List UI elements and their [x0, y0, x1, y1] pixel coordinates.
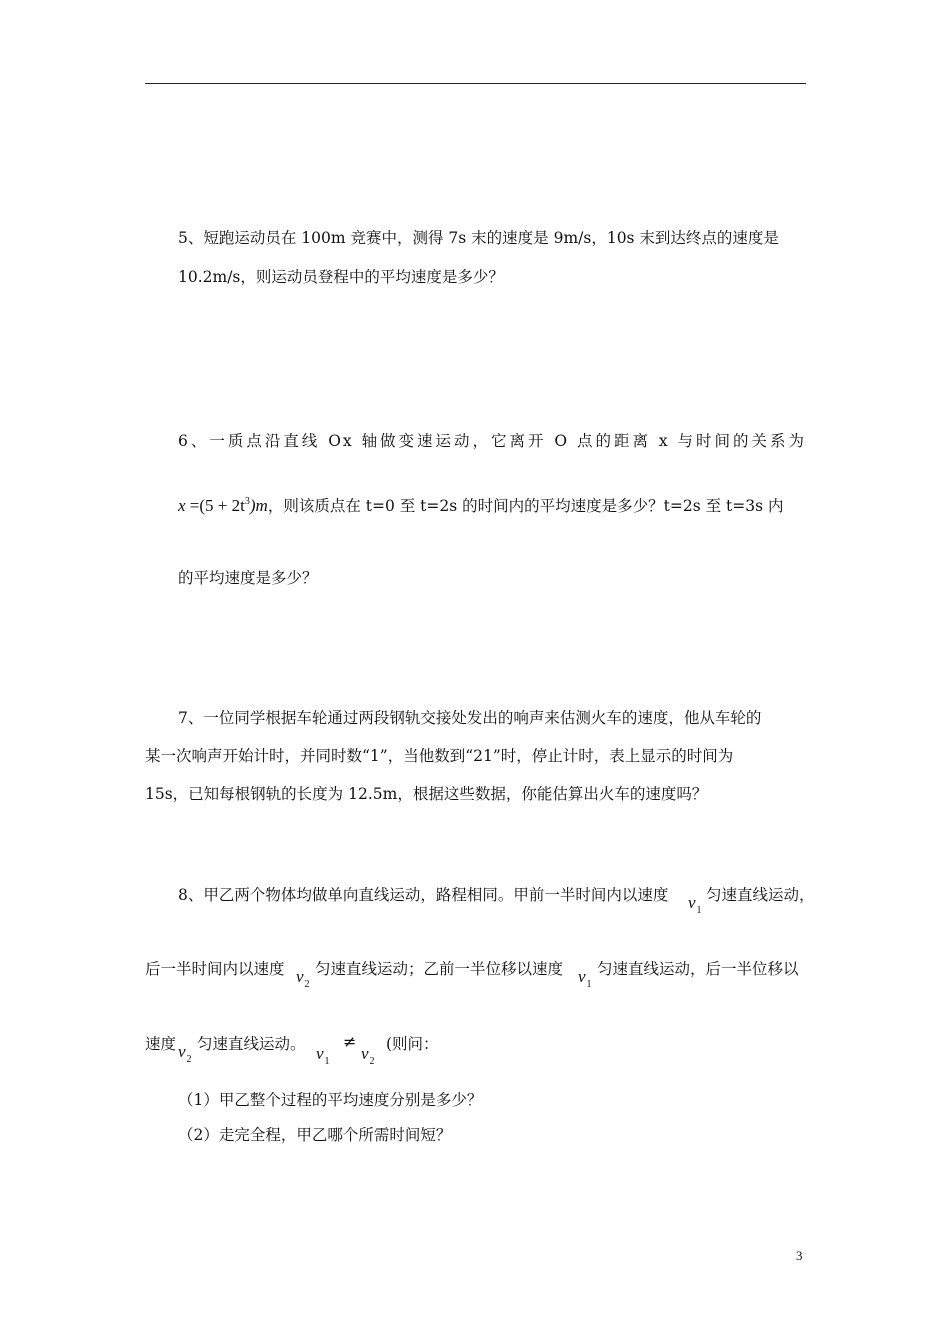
page-number: 3 — [796, 1248, 803, 1263]
q6-formula: $x =(5 + 2t^3)m$ — [178, 496, 268, 515]
q8-v2-b: $v_2$ — [178, 1042, 192, 1065]
q5-line-2: 10.2m/s，则运动员登程中的平均速度是多少？ — [178, 268, 504, 286]
q7-line-3: 15s，已知每根钢轨的长度为 12.5m，根据这些数据，你能估算出火车的速度吗？ — [145, 785, 708, 803]
q8-v1-b: $v_1$ — [578, 967, 592, 990]
q8-v1-c: $v_1$ — [316, 1044, 330, 1067]
q8-v2-c: $v_2$ — [361, 1044, 375, 1067]
q6-line-3: 的平均速度是多少？ — [178, 569, 318, 587]
q6-line-2-text: ，则该质点在 t=0 至 t=2s 的时间内的平均速度是多少？t=2s 至 t=3s 内 — [267, 497, 784, 515]
q8-line-2b: 匀速直线运动；乙前一半位移以速度 — [315, 960, 564, 978]
q6-line-1: 6、一质点沿直线 Ox 轴做变速运动，它离开 O 点的距离 x 与时间的关系为 — [178, 432, 806, 450]
q8-line-1b: 匀速直线运动， — [706, 886, 815, 904]
q8-line-3a: 速度 — [145, 1035, 177, 1053]
q8-line-2c: 匀速直线运动，后一半位移以 — [597, 960, 799, 978]
not-equal-sign: ≠ — [343, 1032, 357, 1051]
q8-v1-a: $v_1$ — [688, 893, 702, 916]
q7-line-2: 某一次响声开始计时，并同时数“1”，当他数到“21”时，停止计时，表上显示的时间为 — [145, 747, 734, 765]
q8-line-3b: 匀速直线运动。 — [197, 1035, 306, 1053]
q6-line-2 — [178, 492, 783, 516]
q8-v2-a: $v_2$ — [296, 967, 310, 990]
q8-line-2a: 后一半时间内以速度 — [145, 960, 285, 978]
header-rule — [145, 83, 806, 84]
q5-line-1: 5、短跑运动员在 100m 竞赛中，测得 7s 末的速度是 9m/s，10s 末到达终点的速度是 — [178, 229, 779, 247]
q8-subquestion-2: （2）走完全程，甲乙哪个所需时间短？ — [178, 1126, 452, 1144]
q8-line-1a: 8、甲乙两个物体均做单向直线运动，路程相同。甲前一半时间内以速度 — [178, 886, 669, 904]
q7-line-1: 7、一位同学根据车轮通过两段钢轨交接处发出的响声来估测火车的速度，他从车轮的 — [178, 709, 762, 727]
q8-line-3c: (则问： — [386, 1035, 439, 1053]
q8-subquestion-1: （1）甲乙整个过程的平均速度分别是多少？ — [178, 1091, 483, 1109]
